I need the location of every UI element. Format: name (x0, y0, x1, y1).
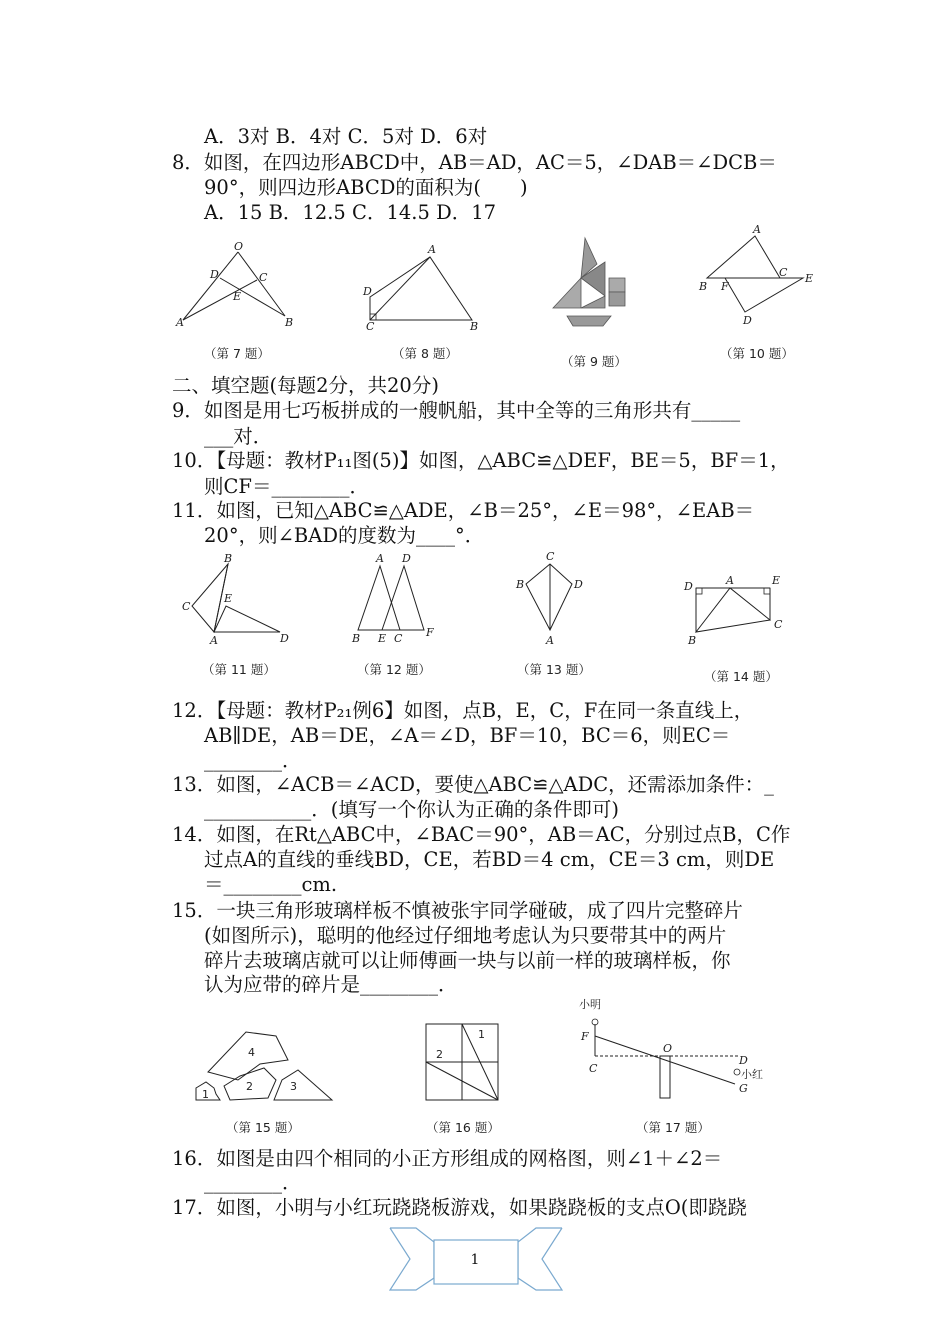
q12-line2: AB∥DE，AB＝DE，∠A＝∠D，BF＝10，BC＝6，则EC＝ (204, 724, 731, 747)
fig11-label-c: C (182, 600, 191, 613)
fig7-label-o: O (234, 240, 244, 253)
q7-options: A．3对 B．4对 C．5对 D．6对 (204, 125, 488, 148)
section-2-title: 二、填空题(每题2分，共20分) (172, 374, 439, 397)
fig16-label-1: 1 (478, 1028, 485, 1041)
figure-17-seesaw (575, 996, 765, 1106)
fig17-label-g: G (739, 1082, 748, 1095)
fig17-label-c: C (589, 1062, 598, 1075)
q10-line2: 则CF＝________． (204, 475, 369, 498)
fig17-label-xiaoming: 小明 (579, 998, 601, 1011)
q9-line2: ___对． (204, 425, 273, 448)
caption-8: （第 8 题） (392, 346, 458, 361)
fig8-label-c: C (366, 320, 375, 333)
fig13-label-b: B (516, 578, 525, 591)
fig14-label-a: A (726, 574, 734, 587)
q8-stem-line1: 8．如图，在四边形ABCD中，AB＝AD，AC＝5，∠DAB＝∠DCB＝ (172, 151, 777, 174)
figure-10 (695, 224, 820, 329)
fig17-label-f: F (581, 1030, 589, 1043)
fig11-label-b: B (224, 552, 233, 565)
figure-14 (680, 570, 790, 650)
fig12-label-c: C (394, 632, 403, 645)
fig15-label-1: 1 (202, 1088, 209, 1101)
fig11-label-e: E (224, 592, 233, 605)
caption-9: （第 9 题） (561, 354, 627, 369)
fig12-label-a: A (376, 552, 384, 565)
q17-line1: 17．如图，小明与小红玩跷跷板游戏，如果跷跷板的支点O(即跷跷 (172, 1196, 747, 1219)
figure-16-grid (420, 1020, 502, 1106)
fig10-label-e: E (805, 272, 814, 285)
fig10-label-a: A (753, 224, 761, 236)
q14-line2: 过点A的直线的垂线BD，CE，若BD＝4 cm，CE＝3 cm，则DE (204, 848, 775, 871)
fig7-label-d: D (210, 268, 219, 281)
fig12-label-d: D (402, 552, 411, 565)
fig11-label-d: D (280, 632, 289, 645)
fig13-label-d: D (574, 578, 583, 591)
fig15-label-4: 4 (248, 1046, 255, 1059)
fig7-label-b: B (285, 316, 294, 329)
figure-13 (508, 548, 593, 648)
fig17-label-d: D (739, 1054, 748, 1067)
fig8-label-b: B (470, 320, 479, 333)
caption-14: （第 14 题） (704, 669, 778, 684)
fig8-label-a: A (428, 243, 436, 256)
caption-15: （第 15 题） (226, 1120, 300, 1135)
figure-7 (175, 240, 305, 335)
q11-line1: 11．如图，已知△ABC≌△ADE，∠B＝25°，∠E＝98°，∠EAB＝ (172, 499, 755, 522)
figure-12 (348, 552, 443, 647)
figure-9-tangram-boat (545, 234, 635, 334)
caption-13: （第 13 题） (517, 662, 591, 677)
fig8-label-d: D (363, 285, 372, 298)
q8-stem-line2: 90°，则四边形ABCD的面积为( ) (204, 176, 528, 199)
q14-line3: ＝________cm. (204, 873, 338, 896)
fig7-label-a: A (176, 316, 184, 329)
fig17-label-xiaohong: 小红 (741, 1068, 763, 1081)
q13-line1: 13．如图，∠ACB＝∠ACD，要使△ABC≌△ADC，还需添加条件：_ (172, 773, 774, 796)
fig10-label-f: F (721, 280, 729, 293)
fig10-label-c: C (779, 266, 788, 279)
fig15-label-3: 3 (290, 1080, 297, 1093)
q11-line2: 20°，则∠BAD的度数为____°． (204, 524, 485, 547)
fig14-label-e: E (772, 574, 781, 587)
caption-7: （第 7 题） (204, 346, 270, 361)
q10-line1: 10．【母题：教材P₁₁图(5)】如图，△ABC≌△DEF，BE＝5，BF＝1， (172, 449, 790, 472)
q9-line1: 9．如图是用七巧板拼成的一艘帆船，其中全等的三角形共有_____ (172, 399, 741, 422)
q15-line1: 15．一块三角形玻璃样板不慎被张宇同学碰破，成了四片完整碎片 (172, 899, 743, 922)
q15-line3: 碎片去玻璃店就可以让师傅画一块与以前一样的玻璃样板，你 (204, 949, 731, 972)
figure-11 (178, 552, 298, 647)
q16-line1: 16．如图是由四个相同的小正方形组成的网格图，则∠1＋∠2＝ (172, 1147, 723, 1170)
q13-line2: ___________．(填写一个你认为正确的条件即可) (204, 798, 619, 821)
fig14-label-b: B (688, 634, 697, 647)
fig12-label-e: E (378, 632, 387, 645)
q8-options: A．15 B．12.5 C．14.5 D．17 (204, 201, 497, 224)
q14-line1: 14．如图，在Rt△ABC中，∠BAC＝90°，AB＝AC，分别过点B，C作 (172, 823, 791, 846)
fig14-label-d: D (684, 580, 693, 593)
page-number: 1 (470, 1252, 480, 1268)
fig12-label-f: F (426, 626, 434, 639)
caption-10: （第 10 题） (720, 346, 794, 361)
fig13-label-a: A (546, 634, 554, 647)
q15-line2: (如图所示)，聪明的他经过仔细地考虑认为只要带其中的两片 (204, 924, 727, 947)
fig14-label-c: C (774, 618, 783, 631)
fig16-label-2: 2 (436, 1048, 443, 1061)
q12-line3: ________． (204, 749, 302, 772)
fig15-label-2: 2 (246, 1080, 253, 1093)
fig7-label-c: C (259, 271, 268, 284)
caption-16: （第 16 题） (426, 1120, 500, 1135)
caption-12: （第 12 题） (357, 662, 431, 677)
fig10-label-d: D (743, 314, 752, 327)
figure-8 (362, 240, 487, 335)
fig13-label-c: C (546, 550, 555, 563)
fig10-label-b: B (699, 280, 708, 293)
q16-line2: ________． (204, 1171, 302, 1194)
q15-line4: 认为应带的碎片是________． (204, 973, 458, 996)
figure-15-glass-pieces (190, 1024, 340, 1109)
fig11-label-a: A (210, 634, 218, 647)
q12-line1: 12．【母题：教材P₂₁例6】如图，点B，E，C，F在同一条直线上， (172, 699, 754, 722)
fig12-label-b: B (352, 632, 361, 645)
fig17-label-o: O (663, 1042, 673, 1055)
fig7-label-e: E (233, 290, 242, 303)
caption-17: （第 17 题） (636, 1120, 710, 1135)
caption-11: （第 11 题） (202, 662, 276, 677)
